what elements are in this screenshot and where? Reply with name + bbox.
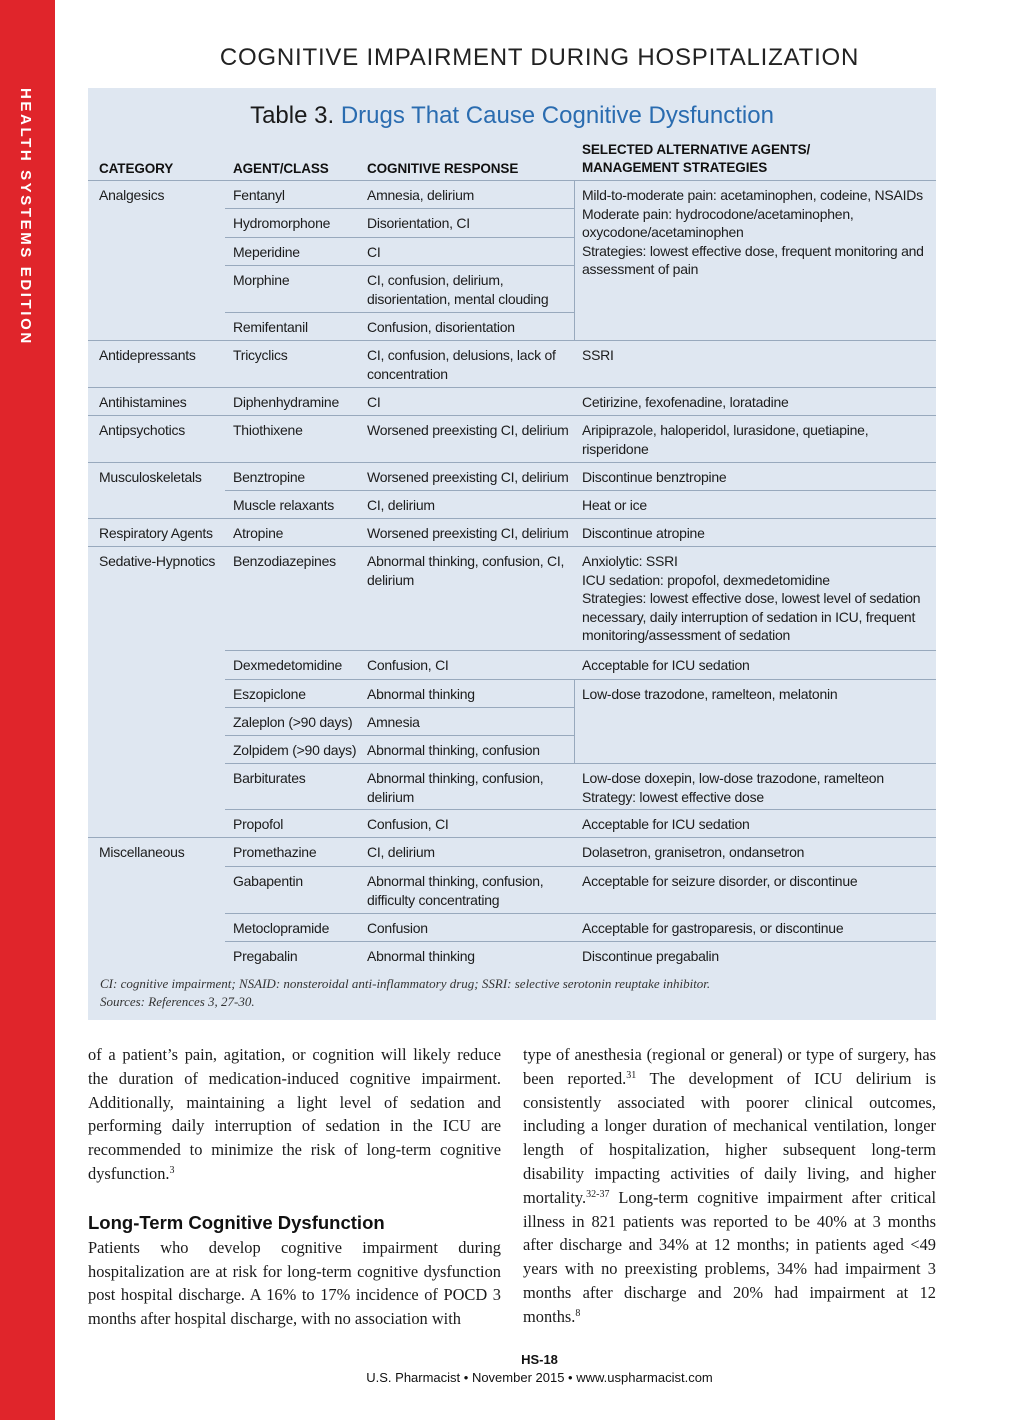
cell-response: Worsened preexisting CI, delirium — [367, 469, 569, 485]
cell-agent: Morphine — [233, 272, 290, 288]
cell-response: CI — [367, 244, 381, 260]
reference-superscript: 32-37 — [586, 1188, 610, 1200]
cell-response: Confusion, CI — [367, 657, 449, 673]
cell-response: Disorientation, CI — [367, 215, 470, 231]
row-divider — [88, 837, 936, 838]
cell-category: Analgesics — [99, 187, 165, 203]
cell-agent: Promethazine — [233, 844, 317, 860]
cell-agent: Benzodiazepines — [233, 553, 336, 569]
cell-agent: Benztropine — [233, 469, 305, 485]
cell-category: Antidepressants — [99, 347, 196, 363]
cell-alternatives: Cetirizine, fexofenadine, loratadine — [582, 394, 789, 410]
body-paragraph: Patients who develop cognitive impairment during hospitalization are at risk for long-term cognitive dysfunction post hospital discharge. A 16% to 17% incidence of POCD 3 months after hospital discharge, with no association with — [88, 1237, 501, 1329]
cell-alternatives: Heat or ice — [582, 497, 647, 513]
row-divider — [225, 707, 574, 708]
cell-category: Sedative-Hypnotics — [99, 553, 216, 569]
cell-agent: Hydromorphone — [233, 215, 331, 231]
footnote-abbreviations: CI: cognitive impairment; NSAID: nonsteroidal anti-inflammatory drug; SSRI: selective serotonin reuptake inhibitor. — [100, 976, 711, 991]
cell-response: Worsened preexisting CI, delirium — [367, 422, 569, 438]
cell-alternatives: Acceptable for gastroparesis, or discontinue — [582, 920, 844, 936]
cell-alternatives: Acceptable for ICU sedation — [582, 816, 750, 832]
reference-superscript: 31 — [626, 1069, 637, 1081]
cell-agent: Atropine — [233, 525, 284, 541]
cell-alternatives: SSRI — [582, 347, 614, 363]
cell-response: Abnormal thinking, confusion, difficulty concentrating — [367, 873, 544, 908]
cell-agent: Eszopiclone — [233, 686, 306, 702]
cell-response: CI, confusion, delirium, disorientation, mental clouding — [367, 272, 549, 307]
cell-agent: Remifentanil — [233, 319, 308, 335]
cell-response: Abnormal thinking, confusion, CI, delirium — [367, 553, 565, 588]
row-divider — [88, 462, 936, 463]
header-divider — [88, 180, 936, 181]
span-divider — [574, 679, 575, 763]
cell-alternatives: Dolasetron, granisetron, ondansetron — [582, 844, 805, 860]
row-divider — [225, 866, 936, 867]
cell-response: Confusion, CI — [367, 816, 449, 832]
row-divider — [88, 546, 936, 547]
cell-agent: Pregabalin — [233, 948, 298, 964]
cell-category: Miscellaneous — [99, 844, 185, 860]
cell-response: Worsened preexisting CI, delirium — [367, 525, 569, 541]
header-response: COGNITIVE RESPONSE — [367, 161, 519, 176]
footnote-sources: Sources: References 3, 27-30. — [100, 994, 255, 1009]
body-column-left — [88, 1043, 501, 1331]
row-divider — [88, 415, 936, 416]
cell-alternatives: Aripiprazole, haloperidol, lurasidone, quetiapine, risperidone — [582, 422, 869, 457]
cell-response: Amnesia — [367, 714, 420, 730]
row-divider — [225, 650, 936, 651]
cell-category: Respiratory Agents — [99, 525, 213, 541]
row-divider — [225, 490, 936, 491]
cell-alternatives: Discontinue atropine — [582, 525, 705, 541]
publication-footer: U.S. Pharmacist • November 2015 • www.uspharmacist.com — [366, 1370, 713, 1385]
cell-response: CI — [367, 394, 381, 410]
cell-agent: Metoclopramide — [233, 920, 330, 936]
row-divider — [88, 518, 936, 519]
header-alternatives: SELECTED ALTERNATIVE AGENTS/ MANAGEMENT STRATEGIES — [582, 142, 811, 175]
cell-agent: Fentanyl — [233, 187, 285, 203]
cell-agent: Propofol — [233, 816, 284, 832]
body-paragraph: type of anesthesia (regional or general) or type of surgery, has been reported.$^{31}$ The development of ICU delirium is consistently associated with poorer clinical outcomes, including a longer duration of mechanical ventilation, longer length of hospitalization, higher subsequent long-term disability impacting activities of daily living, and higher mortality.$^{32-37}$ Long-term cognitive impairment after critical illness in 821 patients was reported to be 40% at 3 months after discharge and 34% at 12 months; in patients aged <49 years with no preexisting problems, 34% had impairment 3 months after discharge and 20% had impairment at 12 months.$^8$ — [523, 1045, 937, 1326]
table-title-prefix: Table 3. — [250, 102, 335, 129]
drug-table-panel — [88, 88, 936, 1020]
page-number: HS-18 — [521, 1352, 558, 1367]
running-header: COGNITIVE IMPAIRMENT DURING HOSPITALIZATION — [219, 44, 860, 71]
cell-agent: Meperidine — [233, 244, 300, 260]
cell-category: Antihistamines — [99, 394, 187, 410]
cell-agent: Zolpidem (>90 days) — [233, 742, 357, 758]
row-divider — [225, 312, 574, 313]
cell-response: CI, delirium — [367, 844, 435, 860]
cell-category: Antipsychotics — [99, 422, 185, 438]
cell-alternatives: Discontinue benztropine — [582, 469, 727, 485]
row-divider — [225, 809, 936, 810]
header-agent: AGENT/CLASS — [233, 161, 329, 176]
row-divider — [225, 763, 936, 764]
section-heading: Long-Term Cognitive Dysfunction — [88, 1211, 385, 1233]
body-column-right — [523, 1043, 936, 1329]
side-band — [0, 0, 55, 1420]
cell-category: Musculoskeletals — [99, 469, 202, 485]
table-title — [88, 102, 936, 130]
cell-response: Abnormal thinking — [367, 686, 475, 702]
cell-response: Abnormal thinking — [367, 948, 475, 964]
header-category: CATEGORY — [99, 161, 174, 176]
span-divider — [574, 180, 575, 340]
row-divider — [225, 913, 936, 914]
cell-agent: Diphenhydramine — [233, 394, 339, 410]
cell-agent: Tricyclics — [233, 347, 288, 363]
cell-alternatives: Discontinue pregabalin — [582, 948, 719, 964]
row-divider — [225, 735, 574, 736]
row-divider — [88, 340, 936, 341]
row-divider — [225, 237, 574, 238]
cell-agent: Dexmedetomidine — [233, 657, 343, 673]
cell-alternatives: Anxiolytic: SSRI ICU sedation: propofol, dexmedetomidine Strategies: lowest effective dose, lowest level of sedation necessary, daily interruption of sedation in ICU, frequent monitoring/assessment of sedation — [582, 553, 921, 643]
cell-agent: Thiothixene — [233, 422, 303, 438]
row-divider — [225, 679, 936, 680]
cell-alternatives: Acceptable for ICU sedation — [582, 657, 750, 673]
cell-response: Confusion, disorientation — [367, 319, 515, 335]
row-divider — [88, 387, 936, 388]
cell-response: Amnesia, delirium — [367, 187, 475, 203]
cell-alternatives: Acceptable for seizure disorder, or discontinue — [582, 873, 858, 889]
cell-response: CI, delirium — [367, 497, 435, 513]
cell-response: CI, confusion, delusions, lack of concentration — [367, 347, 556, 382]
table-footnote — [100, 975, 924, 1011]
body-paragraph: of a patient’s pain, agitation, or cognition will likely reduce the duration of medication-induced cognitive impairment. Additionally, maintaining a light level of sedation and performing daily interruption of sedation in the ICU are recommended to minimize the risk of long-term cognitive dysfunction.$^3$ — [88, 1045, 501, 1183]
cell-alternatives: Low-dose doxepin, low-dose trazodone, ramelteon Strategy: lowest effective dose — [582, 770, 884, 805]
cell-response: Abnormal thinking, confusion, delirium — [367, 770, 544, 805]
cell-alternatives: Mild-to-moderate pain: acetaminophen, codeine, NSAIDs Moderate pain: hydrocodone/acetaminophen, oxycodone/acetaminophen Strategies: lowest effective dose, frequent monitoring and assessment of pain — [582, 187, 924, 277]
edition-label: HEALTH SYSTEMS EDITION — [17, 88, 34, 346]
cell-agent: Muscle relaxants — [233, 497, 335, 513]
table-title-main: Drugs That Cause Cognitive Dysfunction — [340, 102, 774, 129]
cell-response: Abnormal thinking, confusion — [367, 742, 540, 758]
reference-superscript: 3 — [169, 1164, 175, 1176]
reference-superscript: 8 — [575, 1307, 581, 1319]
cell-agent: Barbiturates — [233, 770, 306, 786]
row-divider — [225, 941, 936, 942]
cell-alternatives: Low-dose trazodone, ramelteon, melatonin — [582, 686, 838, 702]
row-divider — [225, 208, 574, 209]
cell-agent: Gabapentin — [233, 873, 303, 889]
cell-response: Confusion — [367, 920, 428, 936]
cell-agent: Zaleplon (>90 days) — [233, 714, 353, 730]
row-divider — [225, 265, 574, 266]
